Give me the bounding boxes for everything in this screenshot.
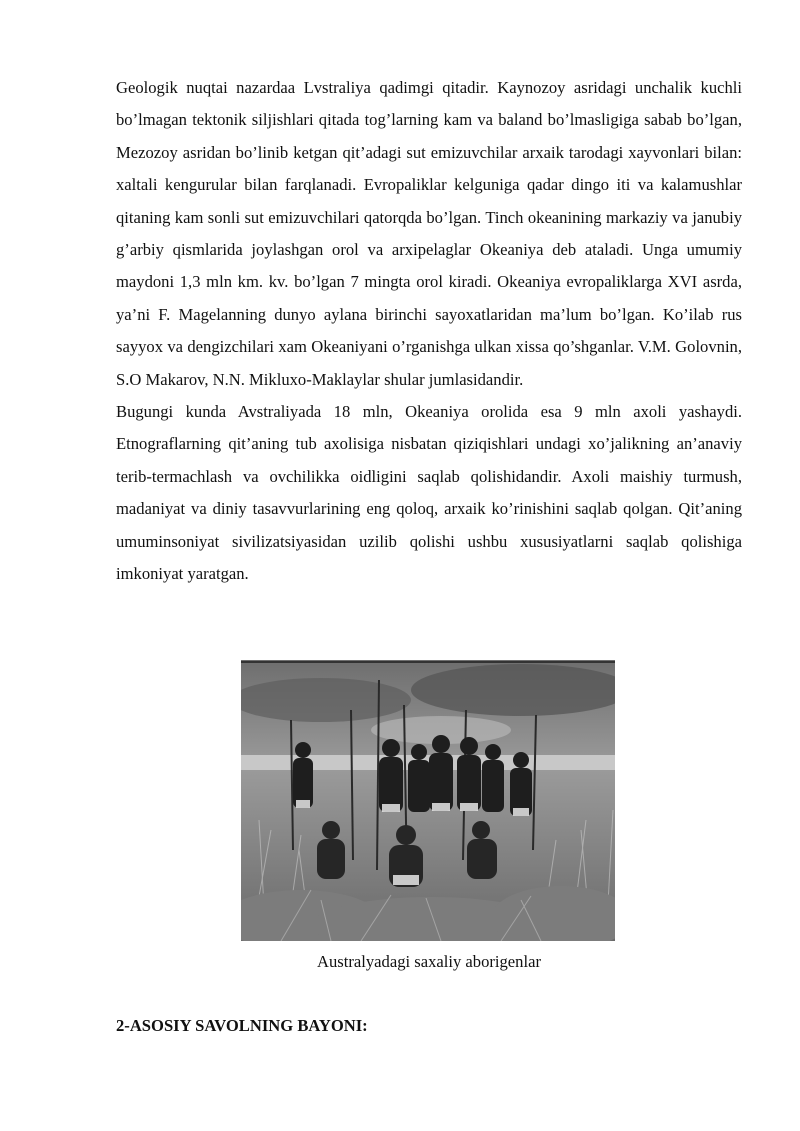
aborigines-photo (241, 660, 615, 941)
photo-illustration (241, 660, 615, 941)
paragraph-1: Geologik nuqtai nazardaa Lvstraliya qadimgi qitadir. Kaynozoy asridagi unchalik kuchli bo’lmagan tektonik siljishlari qitada tog’larning kam va baland bo’lmasligiga sabab bo’lgan, Mezozoy asridan bo’linib ketgan qit’adagi sut emizuvchilar arxaik tarodagi xayvonlari bilan: xaltali kengurular bilan farqlanadi. Evropaliklar kelguniga qadar dingo iti va kalamushlar qitaning kam sonli sut emizuvchilari qatorqda bo’lgan. Tinch okeanining markaziy va janubiy g’arbiy qismlarida joylashgan orol va arxipelaglar Okeaniya deb ataladi. Unga umumiy maydoni 1,3 mln km. kv. bo’lgan 7 mingta orol kiradi. Okeaniya evropaliklarga XVI asrda, ya’ni F. Magelanning dunyo aylana birinchi sayoxatlaridan ma’lum bo’lgan. Ko’ilab rus sayyox va dengizchilari xam Okeaniyani o’rganishga ulkan xissa qo’shganlar. V.M. Golovnin, S.O Makarov, N.N. Mikluxo-Maklaylar shular jumlasidandir. (116, 78, 742, 389)
section-heading: 2-ASOSIY SAVOLNING BAYONI: (116, 1016, 368, 1035)
paragraph-2: Bugungi kunda Avstraliyada 18 mln, Okeaniya orolida esa 9 mln axoli yashaydi. Etnograflarning qit’aning tub axolisiga nisbatan qiziqishlari undagi xo’jalikning an’anaviy terib-termachlash va ovchilikka oidligini saqlab qolishidandir. Axoli maishiy turmush, madaniyat va diniy tasavvurlarining eng qoloq, arxaik ko’rinishini saqlab qolgan. Qit’aning umuminsoniyat sivilizatsiyasidan uzilib qolishi ushbu xususiyatlarni saqlab qolishiga imkoniyat yaratgan. (116, 402, 742, 584)
body-text (116, 72, 742, 591)
figure-caption: Australyadagi saxaliy aborigenlar (317, 952, 541, 971)
